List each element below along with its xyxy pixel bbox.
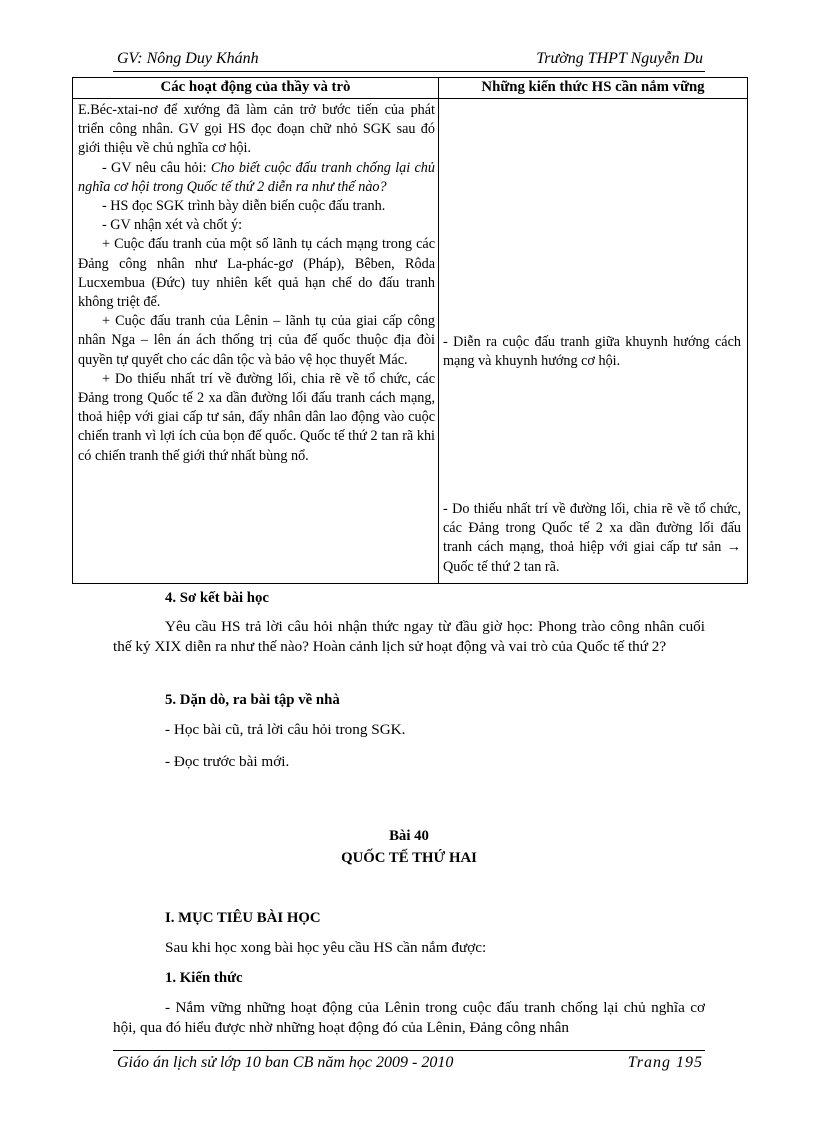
footer-course: Giáo án lịch sử lớp 10 ban CB năm học 2009 - 2010	[117, 1054, 454, 1071]
page-footer	[113, 1054, 705, 1078]
knowledge-point: - Diễn ra cuộc đấu tranh giữa khuynh hướng cách mạng và khuynh hướng cơ hội.	[443, 334, 741, 370]
homework-item: - Đọc trước bài mới.	[165, 753, 290, 770]
paragraph: + Cuộc đấu tranh của một số lãnh tụ cách mạng trong các Đảng công nhân như La-phác-gơ (Pháp), Bêben, Rôda Lucxembua (Đức) tuy nhiên kết quả hạn chế do đấu tranh không triệt để.	[78, 236, 435, 311]
objectives-intro: Sau khi học xong bài học yêu cầu HS cần nắm được:	[165, 939, 487, 956]
question-paragraph	[78, 159, 435, 197]
table-row	[73, 99, 748, 584]
section-4-heading: 4. Sơ kết bài học	[165, 590, 269, 606]
school-name: Trường THPT Nguyễn Du	[536, 50, 703, 67]
knowledge-cell	[439, 99, 748, 584]
question-lead: - GV nêu câu hỏi:	[102, 159, 211, 176]
page-number: Trang 195	[627, 1054, 703, 1071]
header-rule	[113, 71, 705, 72]
homework-item: - Học bài cũ, trả lời câu hỏi trong SGK.	[165, 721, 406, 738]
paragraph: + Do thiếu nhất trí về đường lối, chia rẽ về tổ chức, các Đảng trong Quốc tế 2 xa dần đường lối đấu tranh cách mạng, thoả hiệp với giai cấp tư sản, đẩy nhân dân lao động vào cuộc chiến tranh vì lợi ích của bọn đế quốc. Quốc tế thứ 2 tan rã khi có chiến tranh thế giới thứ nhất bùng nổ.	[78, 370, 435, 464]
page-header	[113, 48, 705, 72]
lesson-activity-table	[72, 77, 748, 584]
question-text: Cho biết cuộc đấu tranh chống lại chủ nghĩa cơ hội trong Quốc tế thứ 2 diễn ra như thế nào?	[78, 159, 435, 195]
paragraph: + Cuộc đấu tranh của Lênin – lãnh tụ của giai cấp công nhân Nga – lên án ách thống trị của đế quốc thuộc địa đòi quyền tự quyết cho các dân tộc và bảo vệ học thuyết Mác.	[78, 313, 435, 368]
activities-cell	[73, 99, 439, 584]
paragraph: E.Béc-xtai-nơ để xướng đã làm cản trở bước tiến của phát triển công nhân. GV gọi HS đọc đoạn chữ nhỏ SGK sau đó giới thiệu về chủ nghĩa cơ hội.	[78, 102, 435, 157]
knowledge-subheading: 1. Kiến thức	[165, 970, 243, 986]
knowledge-point: - Do thiếu nhất trí về đường lối, chia rẽ về tổ chức, các Đảng trong Quốc tế 2 xa dần đường lối đấu tranh cách mạng, thoả hiệp với giai cấp tư sản → Quốc tế thứ 2 tan rã.	[443, 501, 741, 575]
objectives-heading: I. MỤC TIÊU BÀI HỌC	[165, 910, 321, 926]
footer-rule	[113, 1050, 705, 1051]
teacher-name: GV: Nông Duy Khánh	[117, 50, 259, 67]
knowledge-text: - Nắm vững những hoạt động của Lênin trong cuộc đấu tranh chống lại chủ nghĩa cơ hội, qua đó hiểu được nhờ những hoạt động đó của Lênin, Đảng công nhân	[113, 999, 705, 1036]
lesson-title: QUỐC TẾ THỨ HAI	[341, 850, 477, 866]
section-4-text: Yêu cầu HS trả lời câu hỏi nhận thức ngay từ đầu giờ học: Phong trào công nhân cuối thế kỷ XIX diễn ra như thế nào? Hoàn cảnh lịch sử hoạt động và vai trò của Quốc tế thứ 2?	[113, 618, 705, 655]
column-header-knowledge: Những kiến thức HS cần nắm vững	[439, 78, 748, 99]
section-5-heading: 5. Dặn dò, ra bài tập về nhà	[165, 692, 340, 708]
column-header-activities: Các hoạt động của thầy và trò	[73, 78, 439, 99]
lesson-number: Bài 40	[389, 828, 429, 844]
table-header-row	[73, 78, 748, 99]
paragraph: - GV nhận xét và chốt ý:	[102, 217, 243, 234]
paragraph: - HS đọc SGK trình bày diễn biến cuộc đấu tranh.	[102, 198, 386, 215]
